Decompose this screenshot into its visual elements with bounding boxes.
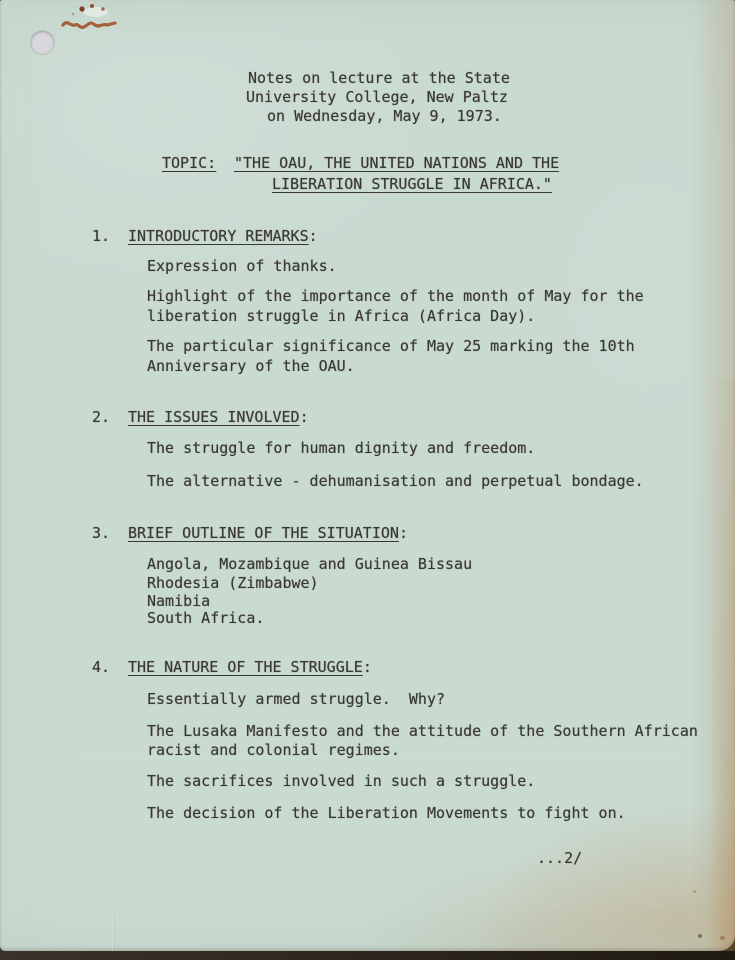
section-2-heading-colon: : bbox=[299, 408, 309, 426]
section-4-heading-colon: : bbox=[362, 658, 372, 676]
body-line: Angola, Mozambique and Guinea Bissau bbox=[147, 555, 473, 573]
page-continuation-marker: ...2/ bbox=[537, 849, 583, 867]
body-line: The Lusaka Manifesto and the attitude of the Southern African bbox=[147, 722, 698, 740]
section-3-number: 3. bbox=[92, 524, 111, 542]
section-1-heading bbox=[128, 226, 318, 246]
topic-label: TOPIC: bbox=[162, 154, 217, 172]
punch-hole bbox=[31, 31, 54, 54]
section-4-heading bbox=[128, 657, 372, 677]
paper-speck bbox=[693, 890, 696, 893]
body-line: Expression of thanks. bbox=[147, 257, 337, 275]
paper-speck bbox=[698, 934, 702, 938]
body-line: South Africa. bbox=[147, 609, 265, 627]
body-line: Anniversary of the OAU. bbox=[147, 357, 355, 375]
section-1-number: 1. bbox=[92, 227, 111, 245]
body-line: The struggle for human dignity and freedom. bbox=[147, 439, 536, 457]
section-2-number: 2. bbox=[92, 408, 111, 426]
section-2-heading bbox=[128, 407, 309, 427]
edge-discoloration bbox=[709, 380, 735, 951]
header-line-1: Notes on lecture at the State bbox=[248, 69, 510, 87]
body-line: racist and colonial regimes. bbox=[147, 741, 400, 759]
body-line: Essentially armed struggle. Why? bbox=[147, 690, 446, 708]
topic-line-1: "THE OAU, THE UNITED NATIONS AND THE bbox=[234, 154, 560, 172]
section-1-heading-text: INTRODUCTORY REMARKS bbox=[128, 227, 309, 245]
vertical-crease bbox=[557, 0, 558, 300]
body-line: The alternative - dehumanisation and perpetual bondage. bbox=[147, 472, 644, 490]
vertical-crease bbox=[86, 0, 87, 951]
body-line: Rhodesia (Zimbabwe) bbox=[147, 574, 319, 592]
body-line: The sacrifices involved in such a struggle. bbox=[147, 772, 536, 790]
body-line: The decision of the Liberation Movements to fight on. bbox=[147, 804, 626, 822]
vertical-crease bbox=[112, 470, 113, 951]
section-3-heading-colon: : bbox=[398, 524, 408, 542]
section-3-heading bbox=[128, 523, 408, 543]
section-1-heading-colon: : bbox=[308, 227, 318, 245]
body-line: Highlight of the importance of the month of May for the bbox=[147, 287, 644, 305]
body-line: Namibia bbox=[147, 592, 211, 610]
body-line: The particular significance of May 25 marking the 10th bbox=[147, 337, 635, 355]
section-4-heading-text: THE NATURE OF THE STRUGGLE bbox=[128, 658, 363, 676]
header-line-2: University College, New Paltz bbox=[246, 88, 508, 106]
rust-stain bbox=[58, 2, 122, 34]
header-line-3: on Wednesday, May 9, 1973. bbox=[267, 107, 502, 125]
body-line: liberation struggle in Africa (Africa Day). bbox=[147, 307, 536, 325]
section-2-heading-text: THE ISSUES INVOLVED bbox=[128, 408, 300, 426]
topic-line-2: LIBERATION STRUGGLE IN AFRICA." bbox=[272, 175, 552, 193]
section-3-heading-text: BRIEF OUTLINE OF THE SITUATION bbox=[128, 524, 399, 542]
section-4-number: 4. bbox=[92, 658, 111, 676]
